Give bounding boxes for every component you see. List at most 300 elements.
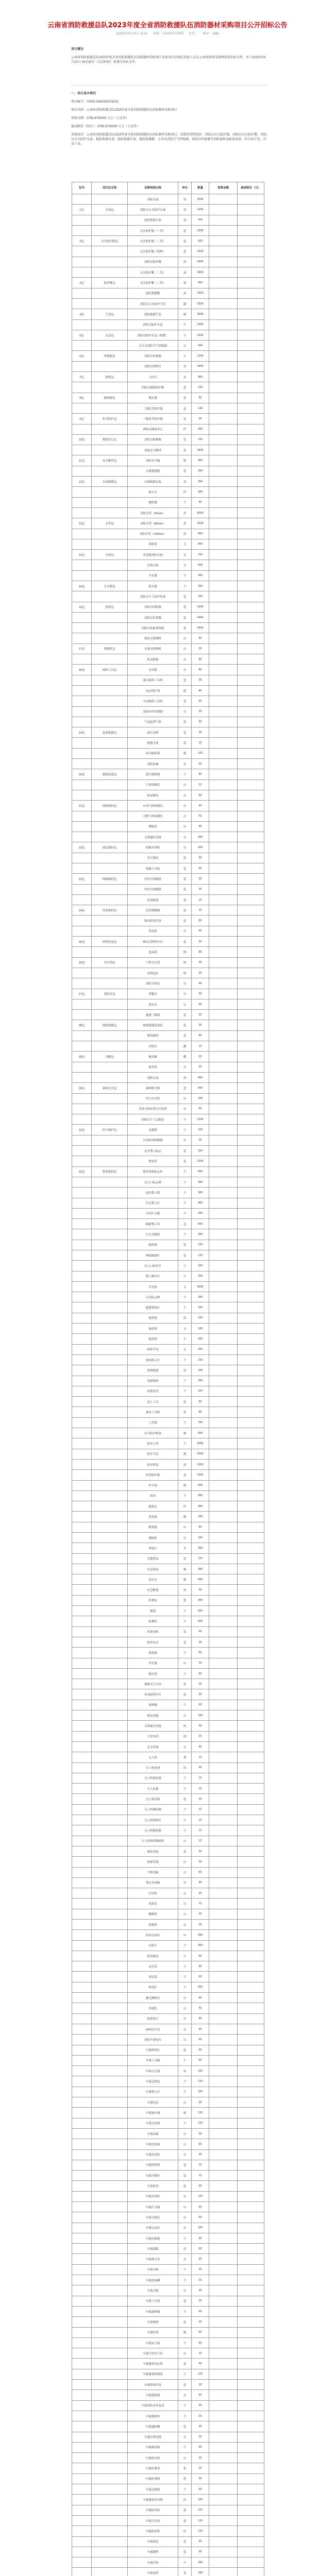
table-cell: 安全腰带包	[92, 455, 128, 466]
table-cell: 消防员作训服	[128, 612, 178, 622]
table-cell	[92, 539, 128, 549]
table-cell: 套	[178, 2536, 192, 2547]
table-row	[72, 1470, 264, 1480]
table-cell: 顶	[178, 1072, 192, 1082]
table-cell: 测温枪	[128, 1533, 178, 1543]
table-cell: 吨	[178, 947, 192, 957]
table-cell: 20	[192, 2264, 209, 2275]
table-cell	[238, 1877, 264, 1888]
table-cell	[209, 2411, 238, 2421]
table-cell: 30	[192, 884, 209, 894]
table-cell	[238, 487, 264, 497]
table-cell: 40	[192, 497, 209, 507]
table-cell: 400	[192, 424, 209, 434]
table-cell: 个	[178, 2557, 192, 2568]
table-cell	[238, 968, 264, 978]
table-row	[72, 1020, 264, 1030]
table-cell: 12	[192, 2160, 209, 2170]
table-cell: 120	[192, 2076, 209, 2087]
table-cell: 副	[178, 1428, 192, 1438]
table-cell	[72, 654, 92, 665]
table-cell	[238, 2327, 264, 2337]
table-cell: 无人机箱	[128, 1784, 178, 1794]
table-cell	[209, 1909, 238, 1919]
table-cell	[72, 1407, 92, 1417]
table-row	[72, 2369, 264, 2379]
table-cell	[209, 2139, 238, 2149]
table-cell	[209, 1773, 238, 1783]
table-cell: 双	[178, 278, 192, 288]
table-cell: 艘	[178, 1041, 192, 1052]
table-cell: 折叠床	[128, 1595, 178, 1605]
table-row	[72, 790, 264, 800]
table-cell: 600	[192, 1219, 209, 1229]
table-cell: 冲锋舟	[128, 1041, 178, 1052]
table-cell	[92, 246, 128, 257]
table-cell: 执法记录仪	[128, 1930, 178, 1940]
table-row	[72, 414, 264, 424]
table-cell	[238, 1773, 264, 1783]
table-cell: 600	[192, 1083, 209, 1093]
table-cell	[92, 894, 128, 905]
table-cell: 消防员灭火防护头盔	[128, 205, 178, 215]
table-cell: 30	[192, 1135, 209, 1145]
table-cell	[209, 1386, 238, 1396]
table-cell: 消防头盔	[128, 194, 178, 205]
table-row	[72, 267, 264, 278]
table-cell: 降温背心包	[92, 434, 128, 445]
table-cell	[72, 2369, 92, 2379]
table-cell: 60	[192, 1668, 209, 1679]
table-cell: 台	[178, 2202, 192, 2212]
table-cell: 30	[192, 989, 209, 999]
table-cell	[238, 434, 264, 445]
table-cell	[238, 1710, 264, 1721]
table-cell: 车载反光条	[128, 2515, 178, 2526]
table-cell: 60	[192, 2139, 209, 2149]
table-cell	[72, 2317, 92, 2327]
table-row	[72, 1030, 264, 1041]
table-cell: 救生缓降器	[128, 769, 178, 779]
table-cell: 20	[192, 2453, 209, 2463]
table-row	[72, 696, 264, 706]
table-cell: 40	[192, 2013, 209, 2024]
table-cell	[209, 2536, 238, 2547]
table-row	[72, 1490, 264, 1501]
table-cell	[209, 1668, 238, 1679]
table-cell	[238, 2526, 264, 2536]
table-row	[72, 1041, 264, 1052]
table-row	[72, 2149, 264, 2160]
table-cell	[238, 842, 264, 853]
table-cell	[238, 550, 264, 560]
table-cell: 个	[178, 1177, 192, 1187]
table-cell	[238, 2411, 264, 2421]
table-cell	[209, 2076, 238, 2087]
table-row	[72, 2035, 264, 2045]
table-row	[72, 194, 264, 205]
table-cell: 140	[192, 403, 209, 413]
table-row	[72, 445, 264, 455]
table-cell	[92, 1972, 128, 1982]
table-row	[72, 278, 264, 288]
table-row	[72, 550, 264, 560]
table-cell: 台	[178, 1062, 192, 1072]
table-cell: 移动式照明车灯	[128, 937, 178, 947]
table-cell: 盘	[178, 529, 192, 539]
table-cell	[209, 821, 238, 832]
table-cell	[238, 466, 264, 476]
table-cell: 无人机喊话器	[128, 1804, 178, 1815]
table-cell	[72, 685, 92, 696]
table-row	[72, 916, 264, 926]
table-cell: 电工工具	[128, 1397, 178, 1407]
table-cell: 27包	[72, 989, 92, 999]
table-cell	[209, 1188, 238, 1198]
table-cell	[72, 1438, 92, 1449]
table-row	[72, 884, 264, 894]
table-cell	[238, 1574, 264, 1585]
table-cell	[209, 205, 238, 215]
table-cell: 消防安全腰带	[128, 445, 178, 455]
table-cell: 野外炊具	[128, 1637, 178, 1647]
table-cell	[209, 1512, 238, 1522]
table-cell: 车载消防水带卷盘	[128, 2400, 178, 2411]
table-cell	[72, 1940, 92, 1951]
table-cell	[92, 947, 128, 957]
table-cell: 40	[192, 801, 209, 811]
table-cell: 外封式堵漏袋	[128, 884, 178, 894]
table-cell	[238, 2432, 264, 2442]
table-cell	[238, 894, 264, 905]
table-cell	[72, 1344, 92, 1354]
table-row	[72, 978, 264, 989]
table-cell	[92, 1585, 128, 1595]
table-cell: 60	[192, 2390, 209, 2400]
table-cell	[238, 884, 264, 894]
table-cell: 台	[178, 1522, 192, 1532]
table-cell	[72, 1616, 92, 1626]
table-cell: 台	[178, 2254, 192, 2264]
table-cell	[209, 1480, 238, 1490]
table-cell: 照明发电包	[92, 937, 128, 947]
table-cell	[209, 1553, 238, 1564]
table-cell	[72, 2055, 92, 2065]
table-cell	[92, 1877, 128, 1888]
table-cell	[209, 1271, 238, 1281]
table-cell: 套	[178, 905, 192, 916]
table-cell	[92, 2453, 128, 2463]
table-row	[72, 1512, 264, 1522]
table-cell: 20	[192, 2097, 209, 2108]
table-cell: 60	[192, 1585, 209, 1595]
table-cell	[238, 2097, 264, 2108]
table-cell: 保温箱	[128, 1648, 178, 1658]
table-row	[72, 2160, 264, 2170]
table-cell: 200	[192, 1982, 209, 1992]
table-cell: 12	[192, 779, 209, 790]
table-row	[72, 1606, 264, 1616]
table-cell: 套	[178, 2505, 192, 2515]
table-cell: 26包	[72, 957, 92, 968]
table-cell	[92, 1480, 128, 1490]
table-cell	[238, 654, 264, 665]
table-cell	[238, 2233, 264, 2243]
table-cell: 套	[178, 1397, 192, 1407]
table-row	[72, 1951, 264, 1961]
table-cell: 80	[192, 1522, 209, 1532]
table-cell	[72, 1846, 92, 1856]
table-cell	[72, 2254, 92, 2264]
table-cell	[238, 319, 264, 330]
table-cell	[238, 1417, 264, 1428]
table-cell	[238, 1114, 264, 1125]
table-cell	[209, 2171, 238, 2181]
table-cell: 20	[192, 2285, 209, 2296]
table-cell	[209, 1198, 238, 1208]
table-row	[72, 2171, 264, 2181]
table-cell	[209, 560, 238, 570]
table-row	[72, 2327, 264, 2337]
table-cell: 80	[192, 769, 209, 779]
table-row	[72, 2526, 264, 2536]
table-row	[72, 246, 264, 257]
table-cell: 避火服	[128, 393, 178, 403]
table-cell: 60	[192, 2233, 209, 2243]
table-cell	[72, 1773, 92, 1783]
table-cell: 消防员防护靴	[128, 257, 178, 267]
table-cell: 台	[178, 1899, 192, 1909]
table-cell	[209, 1794, 238, 1804]
table-row	[72, 507, 264, 518]
table-cell	[72, 2275, 92, 2285]
table-row	[72, 863, 264, 874]
table-cell: 1600	[192, 330, 209, 340]
table-cell: 个	[178, 1354, 192, 1365]
table-cell	[238, 2453, 264, 2463]
table-cell	[209, 1543, 238, 1553]
table-cell: A类泡沫	[128, 968, 178, 978]
table-row	[72, 821, 264, 832]
table-cell: 台	[178, 1104, 192, 1114]
table-cell	[238, 424, 264, 434]
table-cell	[209, 2212, 238, 2223]
table-cell: 套	[178, 884, 192, 894]
table-cell: 12	[192, 1784, 209, 1794]
table-cell	[72, 1177, 92, 1187]
table-cell: 消防员降温背心	[128, 424, 178, 434]
table-cell	[72, 2306, 92, 2316]
table-cell: 救援警戒灯	[128, 1302, 178, 1313]
table-cell: 20	[192, 2380, 209, 2390]
table-cell	[238, 2212, 264, 2223]
table-cell	[209, 978, 238, 989]
table-cell	[238, 1281, 264, 1292]
table-cell	[72, 466, 92, 476]
table-cell	[238, 612, 264, 622]
table-row	[72, 1689, 264, 1700]
table-cell: 套	[178, 1794, 192, 1804]
table-cell: 120	[192, 1553, 209, 1564]
table-cell: 个	[178, 1417, 192, 1428]
table-cell	[72, 1219, 92, 1229]
table-cell	[209, 1741, 238, 1752]
table-row	[72, 2337, 264, 2348]
table-cell: 台	[178, 1909, 192, 1919]
table-cell	[92, 2045, 128, 2055]
table-row	[72, 2547, 264, 2557]
table-cell: 套	[178, 382, 192, 393]
table-cell	[238, 1146, 264, 1156]
table-cell: 绳索救援装备组	[128, 1020, 178, 1030]
table-row	[72, 1846, 264, 1856]
table-cell: 伸缩隔离栏	[128, 1250, 178, 1260]
table-row	[72, 1961, 264, 1972]
table-row	[72, 1648, 264, 1658]
table-cell: 台	[178, 842, 192, 853]
table-cell: 套	[178, 1407, 192, 1417]
table-cell	[238, 1972, 264, 1982]
table-cell	[209, 2327, 238, 2337]
table-cell: 台	[178, 2097, 192, 2108]
table-cell: 车载标识贴	[128, 2505, 178, 2515]
table-cell	[72, 2035, 92, 2045]
table-cell	[92, 1198, 128, 1208]
table-cell: 22包	[72, 842, 92, 853]
table-cell	[238, 1324, 264, 1334]
table-cell	[72, 1104, 92, 1114]
table-row	[72, 2055, 264, 2065]
table-cell: 12	[192, 1041, 209, 1052]
table-cell: 消防员呼救器	[128, 351, 178, 361]
header-cell: 数量	[192, 182, 209, 194]
table-cell: 发电照明车灯	[128, 1689, 178, 1700]
table-cell: 个	[178, 1438, 192, 1449]
table-cell: 车载座套	[128, 2536, 178, 2547]
table-cell: 套	[178, 1010, 192, 1020]
table-cell: 无人机照明灯	[128, 1815, 178, 1825]
table-row	[72, 1857, 264, 1867]
table-cell: 可燃气体检测仪	[128, 811, 178, 821]
table-cell	[92, 2463, 128, 2473]
table-cell: 消防安全绳	[128, 455, 178, 466]
table-row	[72, 1354, 264, 1365]
table-cell	[238, 278, 264, 288]
table-cell	[209, 2202, 238, 2212]
table-cell: 200	[192, 1512, 209, 1522]
table-cell: 个	[178, 1386, 192, 1396]
table-cell	[238, 1020, 264, 1030]
table-cell	[209, 1784, 238, 1794]
table-cell	[92, 1438, 128, 1449]
table-cell	[209, 2473, 238, 2484]
table-cell	[72, 1365, 92, 1376]
table-row	[72, 675, 264, 685]
table-cell	[209, 246, 238, 257]
table-cell: 4包	[72, 309, 92, 319]
table-cell: 洗消器材包	[92, 905, 128, 916]
table-cell: 套	[178, 1146, 192, 1156]
table-cell	[238, 1888, 264, 1899]
table-cell	[92, 1637, 128, 1647]
table-cell	[92, 2317, 128, 2327]
table-row	[72, 309, 264, 319]
table-row	[72, 1501, 264, 1512]
table-cell: 灭火防护靴（二类）	[128, 267, 178, 278]
table-cell: 60	[192, 2473, 209, 2484]
table-cell: 车载脚垫	[128, 2547, 178, 2557]
table-row	[72, 1815, 264, 1825]
table-cell: 具	[178, 2066, 192, 2076]
table-cell: 手持扩音器	[128, 1208, 178, 1218]
table-cell: 潜水泵	[128, 999, 178, 1009]
table-cell: 车载器材清单牌	[128, 2495, 178, 2505]
table-cell: 套	[178, 2317, 192, 2327]
table-cell	[209, 1177, 238, 1187]
table-cell	[72, 1313, 92, 1323]
table-row	[72, 2076, 264, 2087]
table-cell: 指挥手电	[128, 1344, 178, 1354]
table-cell: 台	[178, 2128, 192, 2139]
table-cell	[92, 591, 128, 602]
table-row	[72, 215, 264, 225]
table-cell: 无人机电池	[128, 1762, 178, 1773]
table-cell: 护目镜	[128, 1480, 178, 1490]
table-cell: 20	[192, 1010, 209, 1020]
table-row	[72, 529, 264, 539]
table-cell	[209, 654, 238, 665]
table-cell: 警示频闪灯	[128, 1271, 178, 1281]
table-row	[72, 2244, 264, 2254]
table-cell	[209, 2568, 238, 2576]
table-row	[72, 968, 264, 978]
table-row	[72, 905, 264, 916]
table-cell: 300	[192, 1940, 209, 1951]
table-cell: 个	[178, 2411, 192, 2421]
table-cell	[238, 1564, 264, 1574]
table-cell: 个	[178, 2400, 192, 2411]
table-cell	[209, 832, 238, 842]
table-cell: 60	[192, 2212, 209, 2223]
table-cell	[92, 1219, 128, 1229]
table-cell: 出入口标识灯	[128, 1261, 178, 1271]
table-cell: 40	[192, 685, 209, 696]
table-cell: 照相机	[128, 1919, 178, 1929]
table-cell: 顶	[178, 477, 192, 487]
table-cell	[92, 1386, 128, 1396]
table-row	[72, 2097, 264, 2108]
table-cell	[92, 1731, 128, 1741]
table-cell	[209, 2087, 238, 2097]
table-cell	[209, 2024, 238, 2034]
table-cell	[92, 2035, 128, 2045]
table-cell	[92, 863, 128, 874]
table-cell	[92, 2380, 128, 2390]
table-cell: 车载导航仪	[128, 2212, 178, 2223]
table-cell: 个	[178, 1972, 192, 1982]
table-cell: 台	[178, 821, 192, 832]
table-cell	[238, 518, 264, 529]
table-cell: 锥形事故标志柱	[128, 1166, 178, 1177]
table-row	[72, 1668, 264, 1679]
table-cell	[238, 1250, 264, 1260]
table-cell: 套	[178, 1679, 192, 1689]
table-cell: 套	[178, 2181, 192, 2191]
table-cell: 车载灭火器	[128, 2066, 178, 2076]
table-cell	[209, 1689, 238, 1700]
table-cell	[92, 1595, 128, 1605]
table-cell: 套	[178, 591, 192, 602]
